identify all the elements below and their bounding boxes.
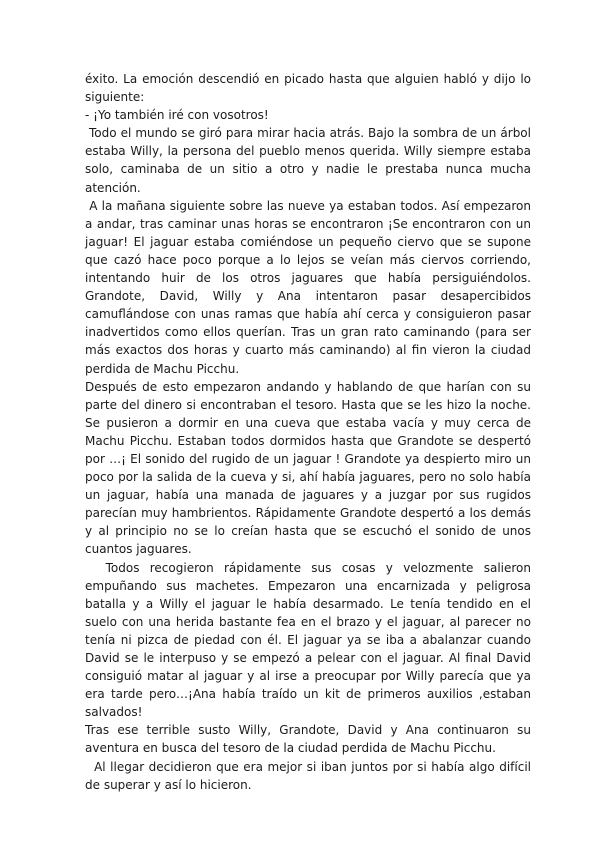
paragraph-night-cave: Después de esto empezaron andando y hablando de que harían con su parte del dinero si encontraban el tesoro. Hasta que se les hizo la noche. Se pusieron a dormir en una cueva que estaba vacía y muy cerca de Machu Picchu. Estaban todos dormidos hasta que Grandote se despertó por …¡ El sonido del rugido de un jaguar ! Grandote ya despierto miro un poco por la salida de la cueva y si, ahí había jaguares, pero no solo había un jaguar, había una manada de jaguares y a juzgar por sus rugidos parecían muy hambrientos. Rápidamente Grandote despertó a los demás y al principio no se lo creían hasta que se escuchó el sonido de unos cuantos jaguares.: [85, 379, 535, 557]
paragraph-continuation: éxito. La emoción descendió en picado hasta que alguien habló y dijo lo siguiente:: [85, 72, 535, 105]
paragraph-arrival: Al llegar decidieron que era mejor si iban juntos por si había algo difícil de superar y así lo hicieron.: [85, 759, 535, 792]
paragraph-continue-adventure: Tras ese terrible susto Willy, Grandote, David y Ana continuaron su aventura en busca del tesoro de la ciudad perdida de Machu Picchu.: [85, 723, 535, 756]
story-text-body: [85, 70, 535, 794]
paragraph-willy: Todo el mundo se giró para mirar hacia atrás. Bajo la sombra de un árbol estaba Willy, la persona del pueblo menos querida. Willy siempre estaba solo, caminaba de un sitio a otro y nadie le prestaba nunca mucha atención.: [85, 126, 535, 195]
paragraph-dialogue: - ¡Yo también iré con vosotros!: [85, 108, 269, 123]
paragraph-battle: Todos recogieron rápidamente sus cosas y velozmente salieron empuñando sus machetes. Empezaron una encarnizada y peligrosa batalla y a Willy el jaguar le había desarmado. Le tenía tendido en el suelo con una herida bastante fea en el brazo y el jaguar, al parecer no tenía ni pizca de piedad con él. El jaguar ya se iba a abalanzar cuando David se le interpuso y se empezó a pelear con el jaguar. Al final David consiguió matar al jaguar y al irse a preocupar por Willy parecía que ya era tarde pero…¡Ana había traído un kit de primeros auxilios ,estaban salvados!: [85, 560, 535, 720]
paragraph-jaguar-encounter: A la mañana siguiente sobre las nueve ya estaban todos. Así empezaron a andar, tras caminar unas horas se encontraron ¡Se encontraron con un jaguar! El jaguar estaba comiéndose un pequeño ciervo que se supone que cazó hace poco porque a lo lejos se veían más ciervos corriendo, intentando huir de los otros jaguares que había persiguiéndolos. Grandote, David, Willy y Ana intentaron pasar desapercibidos camuflándose con unas ramas que había ahí cerca y consiguieron pasar inadvertidos como ellos querían. Tras un gran rato caminando (para ser más exactos dos horas y cuarto más caminando) al fin vieron la ciudad perdida de Machu Picchu.: [85, 198, 535, 376]
